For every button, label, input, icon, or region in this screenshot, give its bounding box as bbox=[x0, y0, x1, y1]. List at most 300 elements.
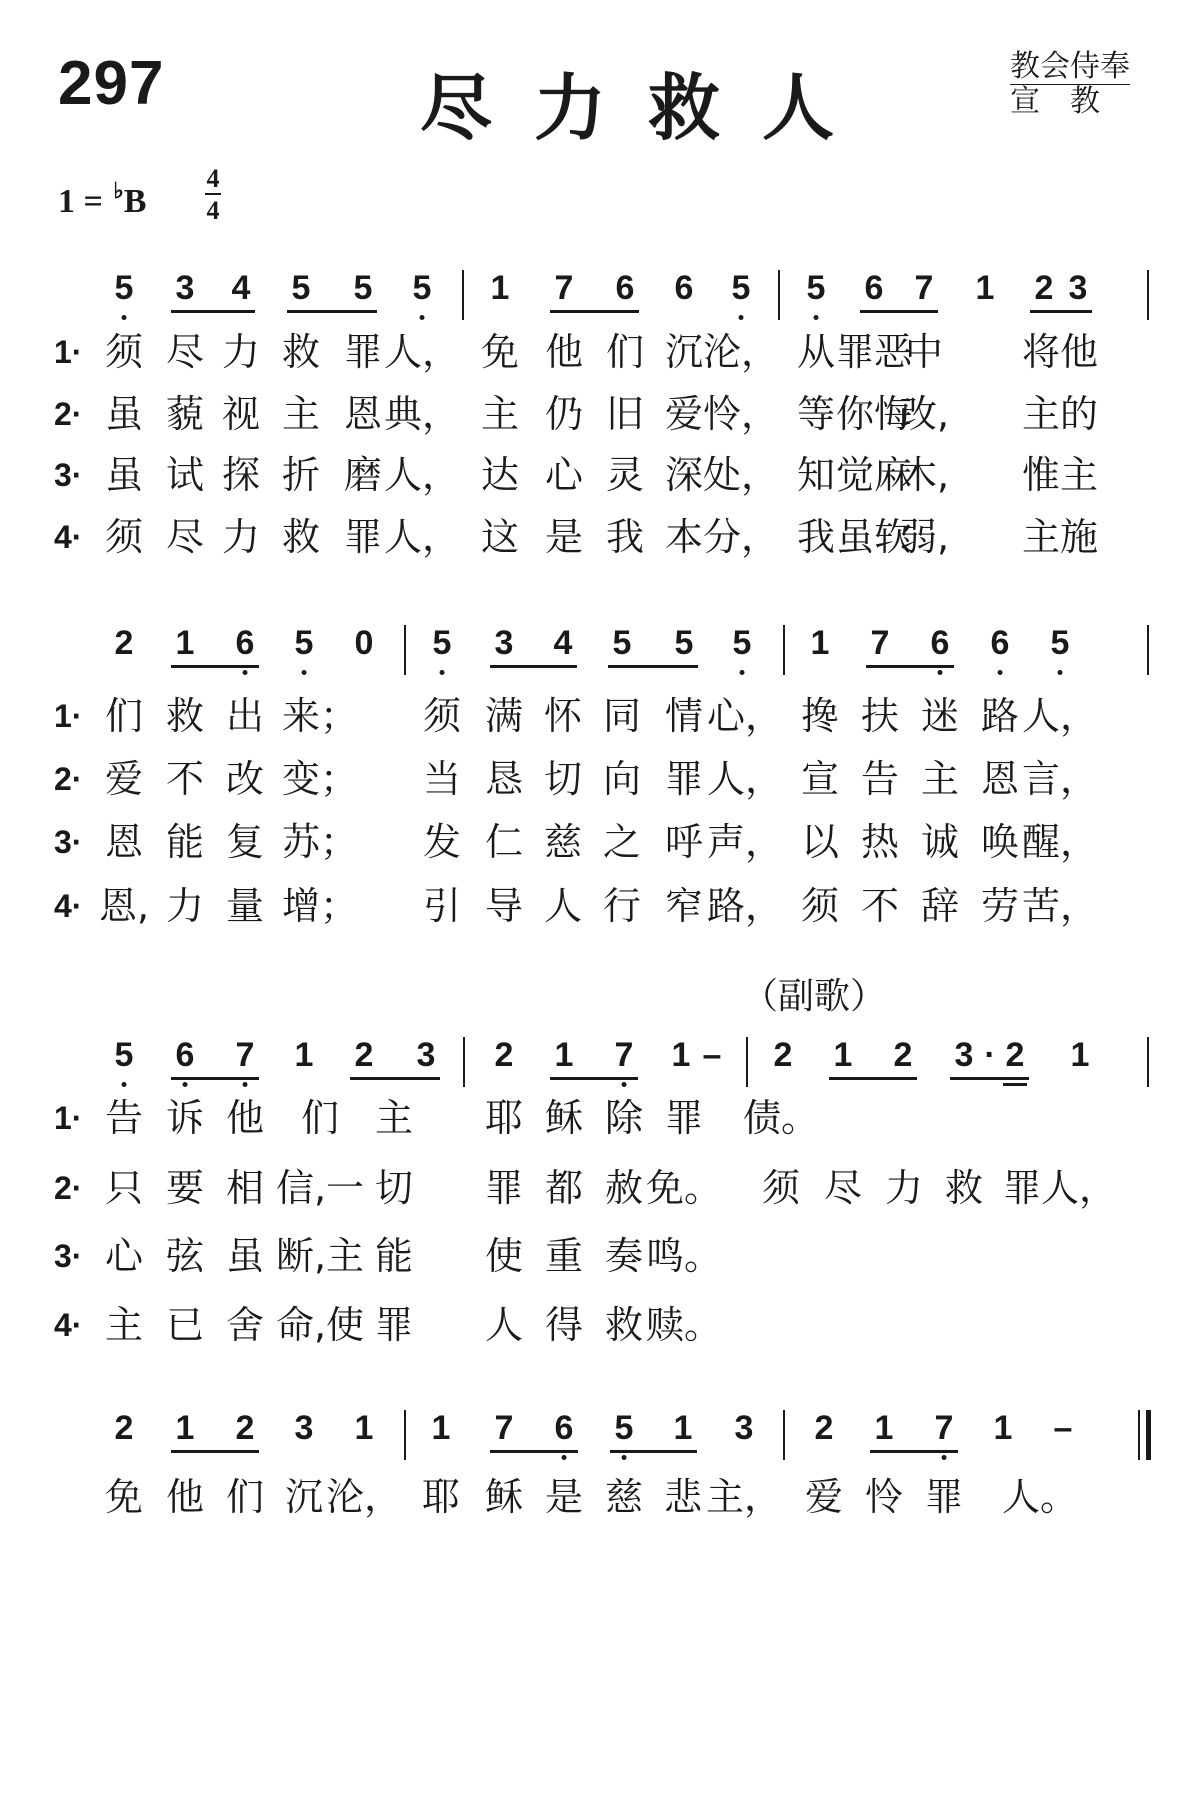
note: 4 bbox=[553, 624, 573, 662]
lyric-syllable: 我 bbox=[605, 515, 645, 559]
lyric-syllable: 当 bbox=[422, 757, 462, 801]
lyric-syllable: 们 bbox=[605, 330, 645, 374]
lyric-syllable: 恩 bbox=[343, 392, 383, 436]
note: 2 bbox=[773, 1036, 793, 1074]
lyric-syllable: 罪 bbox=[343, 515, 383, 559]
lyric-syllable: 不 bbox=[860, 884, 900, 928]
lyric-syllable: 只 bbox=[104, 1166, 144, 1210]
note: 5 bbox=[674, 624, 694, 662]
lyric-syllable: 我 bbox=[796, 515, 836, 559]
beam bbox=[610, 1450, 697, 1453]
lyric-syllable: 深 bbox=[664, 453, 704, 497]
lyric-syllable: 耶 bbox=[484, 1096, 524, 1140]
note: 1 bbox=[673, 1409, 693, 1447]
lyric-syllable: 恩 bbox=[980, 757, 1020, 801]
lyric-syllable: 搀 bbox=[800, 694, 840, 738]
lyric-syllable: 免 bbox=[480, 330, 520, 374]
octave-dot bbox=[419, 315, 424, 320]
note: 3 bbox=[175, 269, 195, 307]
note: 1 bbox=[975, 269, 995, 307]
note: 6 bbox=[236, 623, 255, 663]
beam bbox=[350, 1077, 440, 1080]
note: 1 bbox=[431, 1409, 451, 1447]
lyric-syllable: 主施 bbox=[1021, 515, 1099, 559]
lyric-syllable: 苏； bbox=[281, 820, 359, 864]
beam bbox=[287, 310, 377, 313]
lyric-syllable: 恩 bbox=[104, 820, 144, 864]
verse-number: 4· bbox=[54, 1307, 83, 1343]
lyric-syllable: 尽 bbox=[165, 330, 205, 374]
note: 5 bbox=[433, 623, 452, 663]
note: 1 bbox=[554, 1036, 574, 1074]
lyric-syllable: 悲 bbox=[663, 1475, 703, 1519]
note: 1 bbox=[993, 1409, 1013, 1447]
lyric-syllable: 力 bbox=[221, 515, 261, 559]
lyric-syllable: 告 bbox=[860, 757, 900, 801]
lyric-syllable: 稣 bbox=[484, 1475, 524, 1519]
lyric-syllable: 耶 bbox=[421, 1475, 461, 1519]
note: 1 bbox=[175, 624, 195, 662]
beam bbox=[490, 1450, 578, 1453]
lyric-syllable: 救 bbox=[165, 694, 205, 738]
octave-dot bbox=[121, 315, 126, 320]
verse-number: 1· bbox=[54, 1100, 83, 1136]
lyric-syllable: 奏 bbox=[604, 1234, 644, 1278]
note: 3 bbox=[1068, 269, 1088, 307]
final-barline-thin bbox=[1138, 1410, 1140, 1460]
octave-dot bbox=[301, 670, 306, 675]
lyric-syllable: 主 bbox=[374, 1096, 414, 1140]
octave-dot bbox=[739, 670, 744, 675]
lyric-syllable: 虽 bbox=[225, 1234, 265, 1278]
lyric-syllable: 告 bbox=[104, 1096, 144, 1140]
lyric-syllable: 赎。 bbox=[645, 1303, 723, 1347]
lyric-syllable: 视 bbox=[221, 392, 261, 436]
barline bbox=[463, 1037, 465, 1087]
lyric-syllable: 热 bbox=[860, 820, 900, 864]
lyric-syllable: 尽 bbox=[823, 1166, 863, 1210]
verse-number: 3· bbox=[54, 824, 83, 860]
octave-dot bbox=[242, 1082, 247, 1087]
note: 5 bbox=[732, 268, 751, 308]
lyric-syllable: 虽 bbox=[104, 392, 144, 436]
note: 7 bbox=[870, 624, 890, 662]
lyric-syllable: 典， bbox=[383, 392, 461, 436]
lyric-syllable: 沉 bbox=[664, 330, 704, 374]
verse-number: 2· bbox=[54, 761, 83, 797]
lyric-syllable: 复 bbox=[225, 820, 265, 864]
lyric-syllable: 罪 bbox=[664, 757, 704, 801]
note: 1 bbox=[833, 1036, 853, 1074]
note: 5 bbox=[413, 268, 432, 308]
lyric-syllable: 主 bbox=[480, 392, 520, 436]
octave-dot bbox=[813, 315, 818, 320]
lyric-syllable: 心 bbox=[544, 453, 584, 497]
lyric-syllable: 都 bbox=[544, 1166, 584, 1210]
note: 5 bbox=[733, 623, 752, 663]
beam bbox=[171, 1450, 259, 1453]
lyric-syllable: 力 bbox=[165, 884, 205, 928]
note: 6 bbox=[864, 269, 884, 307]
octave-dot bbox=[121, 1082, 126, 1087]
lyric-syllable: 灵 bbox=[605, 453, 645, 497]
lyric-syllable: 仁 bbox=[484, 820, 524, 864]
lyric-syllable: 主 bbox=[920, 757, 960, 801]
lyric-syllable: 路， bbox=[706, 884, 784, 928]
note: 4 bbox=[231, 269, 251, 307]
note: – bbox=[702, 1036, 722, 1074]
lyric-syllable: 们 bbox=[225, 1475, 265, 1519]
barline bbox=[404, 1410, 406, 1460]
lyric-syllable: 能 bbox=[374, 1234, 414, 1278]
lyric-syllable: 爱 bbox=[104, 757, 144, 801]
credits bbox=[1010, 50, 1130, 119]
note: 7 bbox=[914, 269, 934, 307]
note: 1 bbox=[490, 269, 510, 307]
lyric-syllable: 觉麻 bbox=[835, 453, 913, 497]
barline bbox=[404, 625, 406, 675]
verse-number: 3· bbox=[54, 1238, 83, 1274]
final-barline-thick bbox=[1146, 1410, 1151, 1460]
lyric-syllable: 窄 bbox=[664, 884, 704, 928]
lyric-syllable: 心 bbox=[104, 1234, 144, 1278]
note: 6 bbox=[931, 623, 950, 663]
lyric-syllable: 除 bbox=[604, 1096, 644, 1140]
lyric-syllable: 出 bbox=[225, 694, 265, 738]
lyric-syllable: 须 bbox=[800, 884, 840, 928]
lyric-syllable: 满 bbox=[484, 694, 524, 738]
barline bbox=[1147, 625, 1149, 675]
lyric-syllable: 主 bbox=[281, 392, 321, 436]
lyric-syllable: 罪 bbox=[484, 1166, 524, 1210]
note: 7 bbox=[494, 1409, 514, 1447]
lyric-syllable: 惟主 bbox=[1021, 453, 1099, 497]
verse-number: 4· bbox=[54, 888, 83, 924]
lyric-syllable: 不 bbox=[165, 757, 205, 801]
lyric-syllable: 切 bbox=[543, 757, 583, 801]
beam bbox=[490, 665, 577, 668]
lyric-syllable: 路 bbox=[980, 694, 1020, 738]
note: 3 bbox=[294, 1409, 314, 1447]
barline bbox=[1147, 270, 1149, 320]
lyric-syllable: 命,使 bbox=[275, 1303, 365, 1347]
lyric-syllable: 藐 bbox=[165, 392, 205, 436]
verse-number: 2· bbox=[54, 1170, 83, 1206]
lyric-syllable: 赦 bbox=[604, 1166, 644, 1210]
key-signature bbox=[58, 178, 146, 221]
key-note: B bbox=[123, 183, 147, 220]
lyric-syllable: 处， bbox=[702, 453, 780, 497]
note: 5 bbox=[295, 623, 314, 663]
beam bbox=[171, 1077, 259, 1080]
beam bbox=[1003, 1083, 1027, 1086]
lyric-syllable: 罪 bbox=[664, 1096, 704, 1140]
lyric-syllable: 免。 bbox=[645, 1166, 723, 1210]
time-signature bbox=[205, 166, 221, 224]
lyric-syllable: 罪 bbox=[374, 1303, 414, 1347]
verse-number: 1· bbox=[54, 334, 83, 370]
dot-note: · bbox=[984, 1036, 996, 1074]
time-divider bbox=[205, 193, 221, 195]
barline bbox=[1147, 1037, 1149, 1087]
note: 2 bbox=[494, 1036, 514, 1074]
lyric-syllable: 量 bbox=[225, 884, 265, 928]
lyric-syllable: 言， bbox=[1021, 757, 1099, 801]
lyric-syllable: 人。 bbox=[1001, 1475, 1079, 1519]
key-prefix: 1 = bbox=[58, 183, 112, 220]
beam bbox=[860, 310, 938, 313]
barline bbox=[462, 270, 464, 320]
lyric-syllable: 须 bbox=[104, 515, 144, 559]
lyric-syllable: 力 bbox=[884, 1166, 924, 1210]
lyric-syllable: 救 bbox=[604, 1303, 644, 1347]
note: – bbox=[1053, 1409, 1073, 1447]
note: 3 bbox=[734, 1409, 754, 1447]
note: 5 bbox=[612, 624, 632, 662]
lyric-syllable: 人， bbox=[383, 453, 461, 497]
note: 7 bbox=[554, 269, 574, 307]
lyric-syllable: 慈 bbox=[543, 820, 583, 864]
lyric-syllable: 苦， bbox=[1021, 884, 1099, 928]
lyric-syllable: 怀 bbox=[543, 694, 583, 738]
lyric-syllable: 能 bbox=[165, 820, 205, 864]
beam bbox=[950, 1077, 1029, 1080]
lyric-syllable: 罪恶 bbox=[835, 330, 913, 374]
lyric-syllable: 须 bbox=[422, 694, 462, 738]
lyric-syllable: 爱 bbox=[804, 1475, 844, 1519]
lyric-syllable: 他 bbox=[544, 330, 584, 374]
lyric-syllable: 改, bbox=[898, 392, 950, 436]
barline bbox=[746, 1037, 748, 1087]
lyric-syllable: 他 bbox=[165, 1475, 205, 1519]
lyric-syllable: 变； bbox=[281, 757, 359, 801]
lyric-syllable: 中 bbox=[904, 330, 944, 374]
note: 5 bbox=[807, 268, 826, 308]
barline bbox=[783, 1410, 785, 1460]
octave-dot bbox=[561, 1455, 566, 1460]
note: 2 bbox=[114, 1409, 134, 1447]
octave-dot bbox=[621, 1455, 626, 1460]
note: 1 bbox=[175, 1409, 195, 1447]
lyric-syllable: 债。 bbox=[742, 1096, 820, 1140]
lyric-syllable: 劳 bbox=[980, 884, 1020, 928]
lyric-syllable: 旧 bbox=[605, 392, 645, 436]
octave-dot bbox=[997, 670, 1002, 675]
lyric-syllable: 免 bbox=[104, 1475, 144, 1519]
lyric-syllable: 鸣。 bbox=[645, 1234, 723, 1278]
note: 7 bbox=[615, 1035, 634, 1075]
lyric-syllable: 情 bbox=[664, 694, 704, 738]
lyric-syllable: 诉 bbox=[165, 1096, 205, 1140]
lyric-syllable: 向 bbox=[602, 757, 642, 801]
beam bbox=[550, 1077, 638, 1080]
lyric-syllable: 同 bbox=[602, 694, 642, 738]
beam bbox=[866, 665, 954, 668]
verse-number: 4· bbox=[54, 519, 83, 555]
lyric-syllable: 救 bbox=[281, 330, 321, 374]
lyric-syllable: 诚 bbox=[920, 820, 960, 864]
note: 2 bbox=[235, 1409, 255, 1447]
lyric-syllable: 沦， bbox=[325, 1475, 403, 1519]
octave-dot bbox=[937, 670, 942, 675]
barline bbox=[778, 270, 780, 320]
note: 2 bbox=[1034, 269, 1054, 307]
lyric-syllable: 人 bbox=[543, 884, 583, 928]
beam bbox=[870, 1450, 958, 1453]
lyric-syllable: 仍 bbox=[544, 392, 584, 436]
note: 5 bbox=[353, 269, 373, 307]
lyric-syllable: 慈 bbox=[604, 1475, 644, 1519]
lyric-syllable: 试 bbox=[165, 453, 205, 497]
lyric-syllable: 重 bbox=[544, 1234, 584, 1278]
lyric-syllable: 心， bbox=[706, 694, 784, 738]
lyric-syllable: 信,一 bbox=[275, 1166, 365, 1210]
category: 宣 教 bbox=[1010, 84, 1100, 119]
lyric-syllable: 尽 bbox=[165, 515, 205, 559]
lyric-syllable: 恩, bbox=[98, 884, 150, 928]
beam bbox=[1030, 310, 1092, 313]
lyric-syllable: 使 bbox=[484, 1234, 524, 1278]
lyric-syllable: 声， bbox=[706, 820, 784, 864]
lyric-syllable: 舍 bbox=[225, 1303, 265, 1347]
note: 5 bbox=[615, 1408, 634, 1448]
octave-dot bbox=[182, 1082, 187, 1087]
note: 7 bbox=[935, 1408, 954, 1448]
lyric-syllable: 虽 bbox=[104, 453, 144, 497]
note: 6 bbox=[615, 269, 635, 307]
lyricist: 教会侍奉 bbox=[1010, 49, 1130, 84]
note: 5 bbox=[291, 269, 311, 307]
lyric-syllable: 相 bbox=[225, 1166, 265, 1210]
verse-number: 1· bbox=[54, 698, 83, 734]
beam bbox=[550, 310, 639, 313]
note: 5 bbox=[115, 1035, 134, 1075]
octave-dot bbox=[621, 1082, 626, 1087]
lyric-syllable: 磨 bbox=[343, 453, 383, 497]
lyric-syllable: 须 bbox=[761, 1166, 801, 1210]
lyric-syllable: 虽软 bbox=[835, 515, 913, 559]
lyric-syllable: 将他 bbox=[1021, 330, 1099, 374]
note: 0 bbox=[354, 624, 374, 662]
verse-number: 2· bbox=[54, 396, 83, 432]
lyric-syllable: 们 bbox=[300, 1096, 340, 1140]
lyric-syllable: 救 bbox=[281, 515, 321, 559]
lyric-syllable: 稣 bbox=[544, 1096, 584, 1140]
octave-dot bbox=[439, 670, 444, 675]
lyric-syllable: 切 bbox=[374, 1166, 414, 1210]
lyric-syllable: 怜， bbox=[702, 392, 780, 436]
note: 2 bbox=[114, 624, 134, 662]
refrain-label: （副歌） bbox=[742, 976, 887, 1017]
lyric-syllable: 是 bbox=[544, 515, 584, 559]
lyric-syllable: 来； bbox=[281, 694, 359, 738]
octave-dot bbox=[941, 1455, 946, 1460]
octave-dot bbox=[1057, 670, 1062, 675]
lyric-syllable: 力 bbox=[221, 330, 261, 374]
note: 3 bbox=[416, 1036, 436, 1074]
beam bbox=[608, 665, 698, 668]
lyric-syllable: 恳 bbox=[484, 757, 524, 801]
lyric-syllable: 罪 bbox=[343, 330, 383, 374]
lyric-syllable: 唤 bbox=[980, 820, 1020, 864]
lyric-syllable: 你悔 bbox=[835, 392, 913, 436]
lyric-syllable: 这 bbox=[480, 515, 520, 559]
lyric-syllable: 之 bbox=[602, 820, 642, 864]
beam bbox=[171, 665, 259, 668]
lyric-syllable: 呼 bbox=[664, 820, 704, 864]
lyric-syllable: 知 bbox=[796, 453, 836, 497]
lyric-syllable: 分， bbox=[702, 515, 780, 559]
lyric-syllable: 得 bbox=[544, 1303, 584, 1347]
lyric-syllable: 探 bbox=[221, 453, 261, 497]
note: 2 bbox=[1005, 1036, 1025, 1074]
hymn-title: 尽力救人 bbox=[420, 66, 877, 150]
note: 1 bbox=[354, 1409, 374, 1447]
lyric-syllable: 主的 bbox=[1021, 392, 1099, 436]
note: 2 bbox=[354, 1036, 374, 1074]
lyric-syllable: 等 bbox=[796, 392, 836, 436]
lyric-syllable: 木, bbox=[898, 453, 950, 497]
lyric-syllable: 爱 bbox=[664, 392, 704, 436]
lyric-syllable: 怜 bbox=[864, 1475, 904, 1519]
lyric-syllable: 行 bbox=[602, 884, 642, 928]
note: 1 bbox=[671, 1036, 691, 1074]
note: 2 bbox=[893, 1036, 913, 1074]
lyric-syllable: 人， bbox=[383, 515, 461, 559]
lyric-syllable: 人 bbox=[484, 1303, 524, 1347]
note: 5 bbox=[1051, 623, 1070, 663]
note: 1 bbox=[810, 624, 830, 662]
note: 6 bbox=[991, 623, 1010, 663]
lyric-syllable: 主 bbox=[104, 1303, 144, 1347]
lyric-syllable: 本 bbox=[664, 515, 704, 559]
lyric-syllable: 迷 bbox=[920, 694, 960, 738]
note: 7 bbox=[236, 1035, 255, 1075]
lyric-syllable: 们 bbox=[104, 694, 144, 738]
lyric-syllable: 弦 bbox=[165, 1234, 205, 1278]
lyric-syllable: 主， bbox=[705, 1475, 783, 1519]
note: 3 bbox=[954, 1036, 974, 1074]
time-upper: 4 bbox=[206, 164, 220, 193]
lyric-syllable: 罪 bbox=[924, 1475, 964, 1519]
hymn-number: 297 bbox=[58, 49, 165, 118]
lyric-syllable: 已 bbox=[165, 1303, 205, 1347]
lyric-syllable: 增； bbox=[281, 884, 359, 928]
lyric-syllable: 折 bbox=[281, 453, 321, 497]
lyric-syllable: 沉 bbox=[284, 1475, 324, 1519]
lyric-syllable: 人， bbox=[383, 330, 461, 374]
lyric-syllable: 他 bbox=[225, 1096, 265, 1140]
note: 5 bbox=[115, 268, 134, 308]
lyric-syllable: 改 bbox=[225, 757, 265, 801]
flat-symbol: ♭ bbox=[113, 178, 124, 203]
lyric-syllable: 宣 bbox=[800, 757, 840, 801]
lyric-syllable: 引 bbox=[422, 884, 462, 928]
lyric-syllable: 以 bbox=[800, 820, 840, 864]
octave-dot bbox=[242, 670, 247, 675]
lyric-syllable: 沦， bbox=[702, 330, 780, 374]
lyric-syllable: 发 bbox=[422, 820, 462, 864]
lyric-syllable: 人， bbox=[706, 757, 784, 801]
note: 1 bbox=[294, 1036, 314, 1074]
lyric-syllable: 断,主 bbox=[275, 1234, 365, 1278]
note: 6 bbox=[555, 1408, 574, 1448]
lyric-syllable: 导 bbox=[484, 884, 524, 928]
lyric-syllable: 罪人， bbox=[1002, 1166, 1118, 1210]
note: 2 bbox=[814, 1409, 834, 1447]
beam bbox=[171, 310, 255, 313]
lyric-syllable: 人， bbox=[1021, 694, 1099, 738]
